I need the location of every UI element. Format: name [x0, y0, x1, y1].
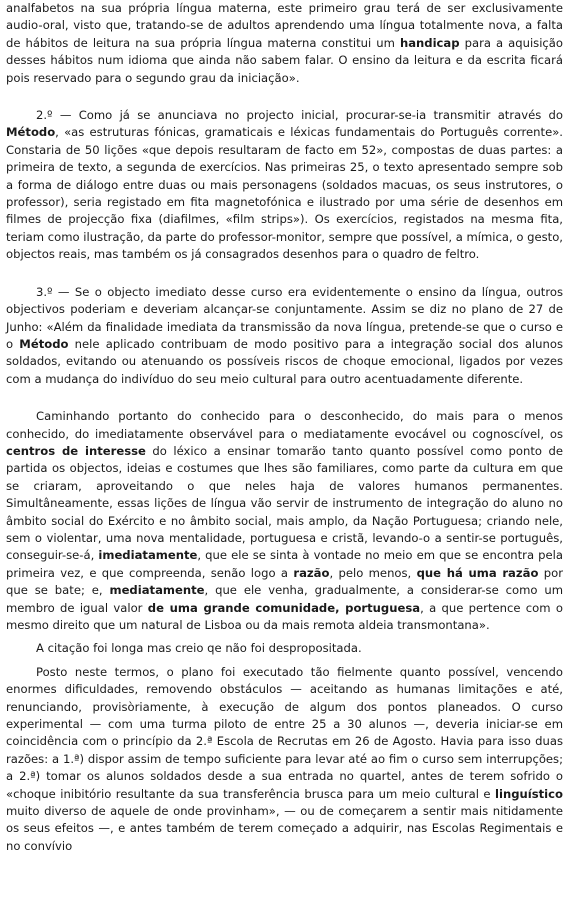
- body-text: Posto neste termos, o plano foi executado tão fielmente quanto possível, vencendo enormes dificuldades, removendo obstáculos — aceitando as humanas limitações e até, renunciando, provisòriamente, à execução de algum dos pontos planeados. O curso experimental — com uma turma piloto de entre 25 a 30 alunos —, deveria iniciar-se em coincidência com o princípio da 2.ª Escola de Recrutas em 26 de Agosto. Havia para isso duas razões: a 1.ª) dispor assim de tempo suficiente para levar até ao fim o curso sem interrupções; a 2.ª) tomar os alunos soldados desde a sua entrada no quartel, antes de terem sofrido o «choque inibitório resultante da sua transferência brusca para um meio cultural e: [6, 664, 563, 801]
- paragraph-3: [6, 284, 563, 388]
- body-text: , pelo menos,: [329, 565, 417, 580]
- body-text: para a aquisição desses hábitos num idioma que ainda não sabem falar. O ensino da leitura e da escrita ficará pois reservado para o segundo grau da iniciação».: [6, 35, 563, 85]
- body-text: Caminhando portanto do conhecido para o desconhecido, do mais para o menos conhecido, do imediatamente observável para o mediatamente evocável ou cognoscível, os: [6, 409, 563, 441]
- paragraph-1: [6, 0, 563, 87]
- body-text: do léxico a ensinar tomarão tanto quanto possível como ponto de partida os objectos, ideias e costumes que lhes são familiares, como parte da cultura em que se criaram, aproveitando o que neles haja de valores humanos permanentes. Simultâneamente, essas lições de língua vão servir de instrumento de integração do aluno no âmbito social do Exército e no âmbito social, mais amplo, da Nação Portuguesa; criando nele, sem o violentar, uma nova mentalidade, portuguesa e cristã, levando-o a sentir-se português, conseguir-se-á,: [6, 443, 564, 563]
- emphasis-text: razão: [293, 565, 330, 580]
- body-text: , que ele se sinta à vontade no meio em que se encontra pela primeira vez, e que compreenda, senão logo a: [6, 548, 563, 580]
- body-text: analfabetos na sua própria língua materna, este primeiro grau terá de ser exclusivamente audio-oral, visto que, tratando-se de adultos aprendendo uma língua totalmente nova, a falta de hábitos de leitura na sua própria língua materna constitui um: [6, 1, 563, 50]
- body-text: , a que pertence com o mesmo direito que um natural de Lisboa ou da mais remota aldeia transmontana».: [6, 600, 563, 632]
- body-text: A citação foi longa mas creio qe não foi despropositada.: [36, 641, 362, 656]
- body-text: 3.º — Se o objecto imediato desse curso era evidentemente o ensino da língua, outros objectivos poderiam e deveriam alcançar-se conjuntamente. Assim se diz no plano de 27 de Junho: «Além da finalidade imediata da transmissão da nova língua, pretende-se que o curso e o: [6, 284, 563, 351]
- emphasis-text: imediatamente: [98, 548, 198, 563]
- paragraph-5: [6, 640, 563, 657]
- emphasis-text: que há uma razão: [416, 565, 539, 580]
- body-text: , que ele venha, gradualmente, a considerar-se como um membro de igual valor: [6, 583, 563, 615]
- emphasis-text: mediatamente: [109, 583, 205, 598]
- emphasis-text: Método: [19, 336, 69, 351]
- emphasis-text: de uma grande comunidade, portuguesa: [147, 600, 421, 615]
- body-text: , «as estruturas fónicas, gramaticais e léxicas fundamentais do Português corrente». Constaria de 50 lições «que depois resultaram de facto em 52», compostas de duas partes: a primeira de texto, a segunda de exercícios. Nas primeiras 25, o texto apresentado sempre sob a forma de diálogo entre duas ou mais personagens (soldados macuas, os seus instrutores, o professor), seria registado em fita magnetofónica e ilustrado por uma série de desenhos em filmes de projecção fixa (diafilmes, «film strips»). Os exercícios, registados na mesma fita, teriam como ilustração, da parte do professor-monitor, sempre que possível, a mímica, o gesto, objectos reais, mas também os já consagrados desenhos para o quadro de feltro.: [6, 125, 563, 262]
- emphasis-text: handicap: [399, 35, 460, 50]
- emphasis-text: centros de interesse: [6, 443, 146, 458]
- paragraph-4: [6, 408, 563, 634]
- body-text: 2.º — Como já se anunciava no projecto inicial, procurar-se-ia transmitir através do: [36, 108, 563, 123]
- emphasis-text: linguístico: [495, 786, 563, 801]
- body-text: muito diverso de aquele de onde provinham», — ou de começarem a sentir mais nitidamente os seus efeitos —, e antes também de terem começado a adquirir, nas Escolas Regimentais e no convívio: [6, 804, 563, 853]
- body-text: por que se bate; e,: [6, 565, 563, 598]
- paragraph-6: [6, 664, 563, 855]
- body-text: nele aplicado contribuam de modo positivo para a integração social dos alunos soldados, evitando ou atenuando os possíveis riscos de choque emocional, ligados por vezes com a mudança do indivíduo do seu meio cultural para outro acentuadamente diferente.: [6, 336, 563, 386]
- emphasis-text: Método: [6, 125, 56, 140]
- paragraph-2: [6, 107, 563, 264]
